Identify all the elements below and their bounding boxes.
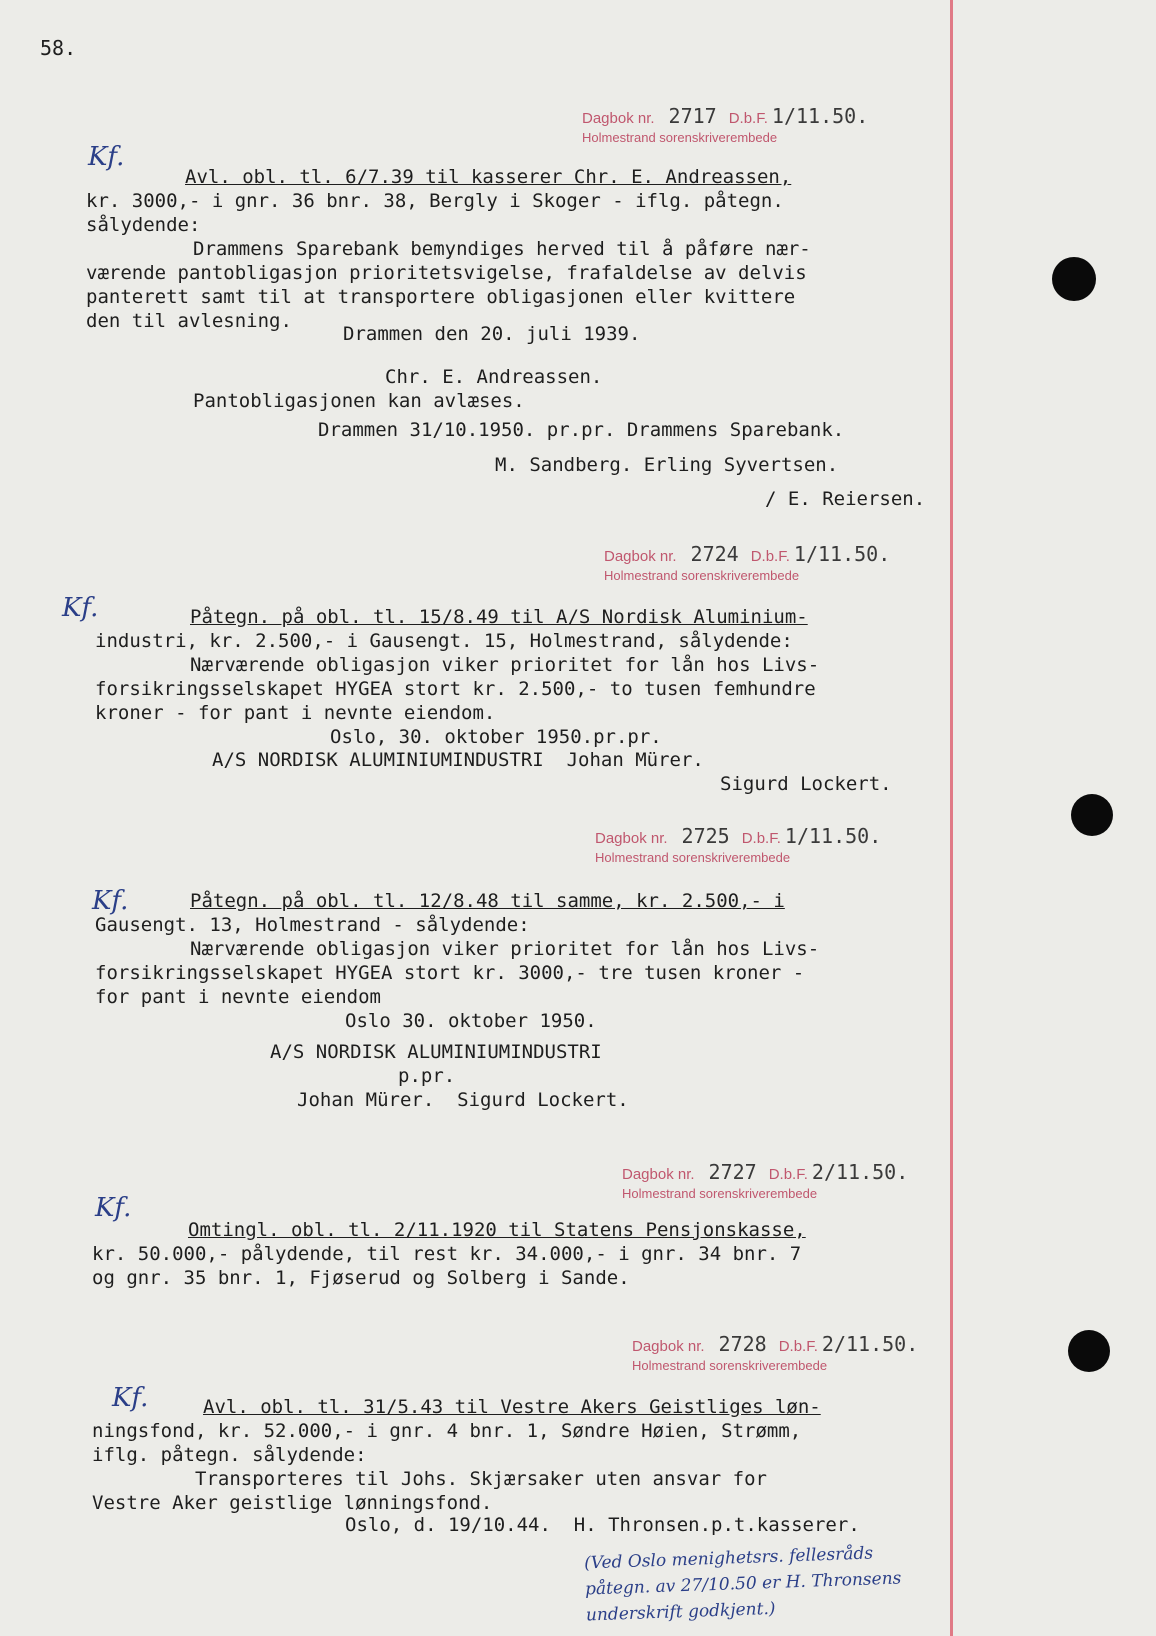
journal-stamp bbox=[595, 824, 881, 865]
journal-stamp bbox=[582, 104, 868, 145]
stamp-number: 2724 bbox=[690, 542, 739, 566]
journal-stamp bbox=[604, 542, 890, 583]
stamp-date: 2/11.50. bbox=[821, 1332, 919, 1356]
entry-line: Johan Mürer. Sigurd Lockert. bbox=[297, 1089, 629, 1111]
stamp-label: Dagbok nr. bbox=[622, 1166, 695, 1183]
entry-heading: Påtegn. på obl. tl. 12/8.48 til samme, kr. 2.500,- i bbox=[190, 890, 785, 912]
stamp-number: 2725 bbox=[681, 824, 730, 848]
entry-line: A/S NORDISK ALUMINIUMINDUSTRI Johan Mürer. bbox=[212, 749, 704, 771]
entry-line: iflg. påtegn. sålydende: bbox=[92, 1444, 367, 1466]
journal-stamp bbox=[622, 1160, 908, 1201]
entry-line: Drammen den 20. juli 1939. bbox=[343, 323, 641, 345]
entry-line: og gnr. 35 bnr. 1, Fjøserud og Solberg i Sande. bbox=[92, 1267, 630, 1289]
entry-line: Nærværende obligasjon viker prioritet for lån hos Livs- bbox=[190, 938, 820, 960]
stamp-office: Holmestrand sorenskriverembede bbox=[604, 568, 800, 583]
stamp-dbf: D.b.F. bbox=[768, 1166, 808, 1183]
entry-line: panterett samt til at transportere obligasjonen eller kvittere bbox=[86, 286, 796, 308]
entry-line: værende pantobligasjon prioritetsvigelse, frafaldelse av delvis bbox=[86, 262, 807, 284]
margin-line bbox=[950, 0, 953, 1636]
stamp-date: 1/11.50. bbox=[793, 542, 891, 566]
entry-line: Drammen 31/10.1950. pr.pr. Drammens Sparebank. bbox=[318, 419, 845, 441]
entry-line: Vestre Aker geistlige lønningsfond. bbox=[92, 1492, 493, 1514]
stamp-office: Holmestrand sorenskriverembede bbox=[595, 850, 791, 865]
entry-line: Oslo, d. 19/10.44. H. Thronsen.p.t.kasserer. bbox=[345, 1514, 860, 1536]
entry-line: / E. Reiersen. bbox=[765, 488, 926, 510]
handwritten-mark: Kf. bbox=[112, 1383, 149, 1413]
entry-line: sålydende: bbox=[86, 214, 201, 236]
entry-line: kr. 50.000,- pålydende, til rest kr. 34.000,- i gnr. 34 bnr. 7 bbox=[92, 1243, 802, 1265]
handwritten-mark: Kf. bbox=[92, 886, 129, 916]
entry-heading: Avl. obl. tl. 31/5.43 til Vestre Akers Geistliges løn- bbox=[203, 1396, 821, 1418]
stamp-date: 2/11.50. bbox=[811, 1160, 909, 1184]
stamp-number: 2727 bbox=[708, 1160, 757, 1184]
stamp-dbf: D.b.F. bbox=[778, 1338, 818, 1355]
stamp-dbf: D.b.F. bbox=[741, 830, 781, 847]
stamp-office: Holmestrand sorenskriverembede bbox=[582, 130, 778, 145]
entry-line: Nærværende obligasjon viker prioritet for lån hos Livs- bbox=[190, 654, 820, 676]
stamp-office: Holmestrand sorenskriverembede bbox=[622, 1186, 818, 1201]
note-line: underskrift godkjent.) bbox=[585, 1598, 776, 1626]
handwritten-mark: Kf. bbox=[62, 593, 99, 623]
entry-heading: Påtegn. på obl. tl. 15/8.49 til A/S Nordisk Aluminium- bbox=[190, 606, 808, 628]
stamp-number: 2717 bbox=[668, 104, 717, 128]
entry-line: Oslo, 30. oktober 1950.pr.pr. bbox=[330, 726, 662, 748]
entry-line: M. Sandberg. Erling Syvertsen. bbox=[495, 454, 839, 476]
page-number: 58. bbox=[40, 36, 77, 60]
entry-line: forsikringsselskapet HYGEA stort kr. 2.500,- to tusen femhundre bbox=[95, 678, 816, 700]
stamp-dbf: D.b.F. bbox=[750, 548, 790, 565]
stamp-label: Dagbok nr. bbox=[632, 1338, 705, 1355]
entry-line: den til avlesning. bbox=[86, 310, 292, 332]
stamp-number: 2728 bbox=[718, 1332, 767, 1356]
note-line: påtegn. av 27/10.50 er H. Thronsens bbox=[584, 1568, 902, 1600]
entry-line: forsikringsselskapet HYGEA stort kr. 3000,- tre tusen kroner - bbox=[95, 962, 805, 984]
entry-line: Chr. E. Andreassen. bbox=[385, 366, 603, 388]
stamp-office: Holmestrand sorenskriverembede bbox=[632, 1358, 828, 1373]
handwritten-mark: Kf. bbox=[95, 1193, 132, 1223]
handwritten-note bbox=[584, 1540, 903, 1629]
stamp-date: 1/11.50. bbox=[784, 824, 882, 848]
entry-line: kr. 3000,- i gnr. 36 bnr. 38, Bergly i Skoger - iflg. påtegn. bbox=[86, 190, 784, 212]
entry-line: Sigurd Lockert. bbox=[720, 773, 892, 795]
note-line: (Ved Oslo menighetsrs. fellesråds bbox=[583, 1543, 874, 1574]
entry-heading: Avl. obl. tl. 6/7.39 til kasserer Chr. E. Andreassen, bbox=[185, 166, 792, 188]
stamp-label: Dagbok nr. bbox=[582, 110, 655, 127]
entry-heading: Omtingl. obl. tl. 2/11.1920 til Statens Pensjonskasse, bbox=[188, 1219, 806, 1241]
entry-line: industri, kr. 2.500,- i Gausengt. 15, Holmestrand, sålydende: bbox=[95, 630, 793, 652]
stamp-label: Dagbok nr. bbox=[604, 548, 677, 565]
entry-line: for pant i nevnte eiendom bbox=[95, 986, 381, 1008]
entry-line: Oslo 30. oktober 1950. bbox=[345, 1010, 597, 1032]
entry-line: p.pr. bbox=[398, 1065, 456, 1087]
punch-hole bbox=[1068, 1330, 1110, 1372]
handwritten-mark: Kf. bbox=[88, 142, 125, 172]
punch-hole bbox=[1071, 794, 1113, 836]
stamp-label: Dagbok nr. bbox=[595, 830, 668, 847]
stamp-dbf: D.b.F. bbox=[728, 110, 768, 127]
entry-line: ningsfond, kr. 52.000,- i gnr. 4 bnr. 1, Søndre Høien, Strømm, bbox=[92, 1420, 802, 1442]
entry-line: kroner - for pant i nevnte eiendom. bbox=[95, 702, 496, 724]
entry-line: A/S NORDISK ALUMINIUMINDUSTRI bbox=[270, 1041, 602, 1063]
entry-line: Drammens Sparebank bemyndiges herved til å påføre nær- bbox=[193, 238, 811, 260]
stamp-date: 1/11.50. bbox=[771, 104, 869, 128]
entry-line: Transporteres til Johs. Skjærsaker uten ansvar for bbox=[195, 1468, 767, 1490]
journal-stamp bbox=[632, 1332, 918, 1373]
punch-hole bbox=[1052, 257, 1096, 301]
entry-line: Gausengt. 13, Holmestrand - sålydende: bbox=[95, 914, 530, 936]
entry-line: Pantobligasjonen kan avlæses. bbox=[193, 390, 525, 412]
